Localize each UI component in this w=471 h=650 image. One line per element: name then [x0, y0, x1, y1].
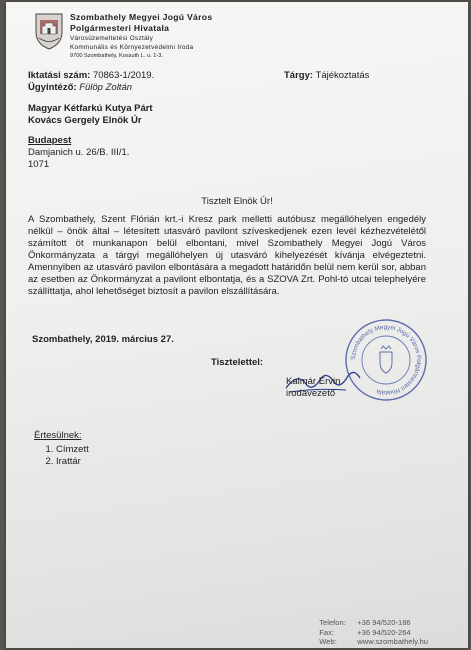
contact-footer — [319, 618, 428, 647]
list-item: 2. Irattár — [56, 456, 89, 468]
web-label: Web: — [319, 637, 337, 646]
officer-label: Ügyintéző: — [28, 82, 77, 93]
official-stamp — [344, 318, 428, 402]
svg-text:Szombathely Megyei Jogú Város — [350, 324, 422, 396]
addressee-person: Kovács Gergely Elnök Úr — [28, 115, 142, 126]
file-number-value: 70863-1/2019. — [92, 70, 155, 81]
letter-body: A Szombathely, Szent Flórián krt.-i Kresz park melletti autóbusz megállóhelyen engedély nélkül – önök által – létesített utasváró pavilont szíveskedjenek ezen levél kézhezvételétől számított öt munkanapon belül elbontani, mivel Szombathely Megyei Jogú Város Önkormányzata a tárgyi megállóhelyen új utasváró kihelyezését kívánja elvégeztetni. Amennyiben az utasváró pavilon elbontására a megadott határidőn belül nem kerül sor, abban az esetben az Önkormányzat a pavilont elbontatja, és a SZOVA Zrt. Pohl-tó utcai telephelyére szállíttatja, ahol lehetőséget biztosít a pavilon elszállítására. — [28, 214, 426, 297]
addressee-street: Damjanich u. 26/B. III/1. — [28, 147, 130, 158]
addressee-city: Budapest — [28, 135, 72, 146]
letterhead-office: Polgármesteri Hivatala — [70, 23, 170, 33]
phone-value: +36 94/520-186 — [357, 618, 411, 627]
recipients — [34, 430, 89, 468]
phone-label: Telefon: — [319, 618, 346, 627]
letterhead-unit: Kommunális és Környezetvédelmi Iroda — [70, 44, 194, 51]
recipients-list — [34, 444, 89, 468]
list-item: 1. Címzett — [56, 444, 89, 456]
letterhead-department: Városüzemeltetési Osztály — [70, 35, 154, 42]
subject-line — [284, 70, 369, 81]
letter-sheet — [6, 2, 468, 648]
signer-block — [286, 376, 340, 400]
addressee-block — [28, 103, 153, 171]
letterhead-city: Szombathely Megyei Jogú Város — [70, 12, 213, 22]
salutation: Tisztelt Elnök Úr! — [201, 196, 273, 207]
subject-label: Tárgy: — [284, 70, 314, 81]
file-number-label: Iktatási szám: — [28, 70, 91, 81]
letterhead — [70, 12, 212, 60]
web-value: www.szombathely.hu — [357, 637, 428, 646]
closing: Tisztelettel: — [211, 357, 264, 368]
addressee-org: Magyar Kétfarkú Kutya Párt — [28, 103, 153, 114]
addressee-zip: 1071 — [28, 159, 50, 170]
signer-title: irodavezető — [286, 388, 336, 399]
reference-block — [28, 70, 154, 94]
fax-label: Fax: — [319, 627, 335, 637]
city-crest-icon — [34, 12, 64, 50]
signer-name: Kalmár Ervin — [286, 376, 341, 387]
letterhead-address: 9700 Szombathely, Kossuth L. u. 1-3. — [70, 53, 163, 59]
letter-date: Szombathely, 2019. március 27. — [32, 334, 174, 345]
officer-value: Fülöp Zoltán — [79, 82, 133, 93]
subject-value: Tájékoztatás — [315, 70, 370, 81]
recipients-heading: Értesülnek: — [34, 430, 82, 441]
fax-value: +36 94/520-264 — [357, 627, 411, 637]
stamp-text: Szombathely Megyei Jogú Város Polgármesteri Hivatala — [349, 323, 423, 397]
